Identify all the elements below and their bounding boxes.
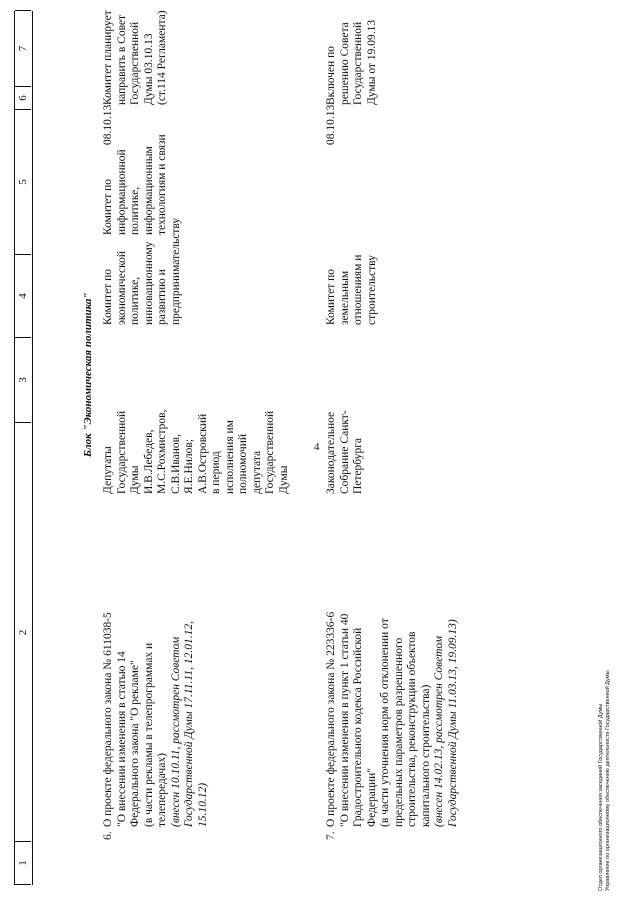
bill-title-line: строительства, реконструкции объектов [406,631,418,827]
bill-title-line: О проекте федерального закона № 611038-5 [102,612,114,827]
status-line: Государственной [352,21,364,105]
block-title: Блок "Экономическая политика" [82,292,94,457]
initiator-line: Собрание Санкт- [338,410,351,494]
initiator-line: Депутаты [102,446,114,494]
row-number: 6. [102,831,114,840]
status-line: решению Совета [338,22,351,105]
co-committee [102,134,170,235]
co-committee-line: политике, [129,186,141,235]
bill-title-line: капитального строительства) [419,684,432,827]
committee-line: земельным [338,270,351,325]
status-note [325,20,379,105]
footer [598,670,612,891]
bill-title [102,612,210,827]
bill-title-line: "О внесении изменения в статью 14 [115,651,128,827]
initiator-line: исполнения им [223,420,236,494]
bill-title-line: Федерации" [365,767,378,827]
committee-line: развитию и [156,269,168,325]
initiators [102,410,291,494]
row-number: 7. [325,831,337,840]
footer-line: Отдел организационного обеспечения заседаний Государственной Думы [598,703,604,891]
co-committee-line: информационной [115,149,128,235]
co-committee-line: Комитет по [102,179,114,235]
review-date: 08.10.13 [102,104,114,145]
bill-title-line: (в части рекламы в телепрограммах и [142,642,155,827]
column-header-2: 2 [15,422,31,842]
committee-line: экономической [115,251,128,325]
initiator-line: И.В.Лебедев, [142,429,155,494]
committee-line: предпринимательству [169,217,182,325]
committee-line: Комитет по [102,269,114,325]
bill-title-line: телепередачах) [156,753,168,827]
bill-note-line: 15.10.12) [196,782,209,827]
committee-line: Комитет по [325,269,337,325]
initiator-line: депутата [250,450,263,494]
page-number: 4 [314,441,320,453]
status-note [102,10,170,105]
committee-line: отношениям и [352,254,364,325]
initiator-line: М.С.Рохмистров, [156,409,168,494]
initiator-line: А.В.Островский [196,413,209,494]
status-line: направить в Совет [115,14,128,105]
status-line: Думы от 19.09.13 [365,19,378,105]
initiator-line: Думы [129,465,141,494]
column-header-3: 3 [15,337,31,422]
status-line: Думы 03.10.13 [142,33,155,105]
column-header-6: 6 [15,86,31,109]
initiator-line: Государственной [264,410,276,494]
bill-note-line: (внесен 14.02.13, рассмотрен Советом [433,635,445,827]
bill-title-line: (в части уточнения норм об отклонении от [379,618,391,827]
co-committee-line: технологиям и связи [156,134,168,235]
column-header-4: 4 [15,254,31,337]
initiator-line: полномочий [237,434,249,494]
bill-note-line: (внесен 10.10.11, рассмотрен Советом [169,636,182,827]
bill-note-line: Государственной Думы 11.03.13, 19.09.13) [446,619,459,827]
bill-title-line: Градостроительного кодекса Российской [352,627,364,827]
column-header-7: 7 [15,10,31,86]
committee-line: строительству [365,255,378,325]
footer-line: Управление по организационному обеспечению деятельности Государственной Думы [605,670,611,891]
bill-title-line: предельных параметров разрешенного [392,637,405,827]
column-header-5: 5 [15,109,31,254]
initiator-line: Законодательное [325,411,337,494]
initiator-line: Петербурга [352,437,364,494]
responsible-committee [325,255,379,325]
co-committee-line: информационным [142,146,155,235]
bill-title-line: "О внесении изменения в пункт 1 статьи 40 [338,613,351,827]
bill-title-line: О проекте федерального закона № 223336-6 [325,611,337,827]
status-line: Включен по [325,46,337,105]
committee-line: политике, [129,276,141,325]
initiator-line: Государственной [115,410,128,494]
initiator-line: Думы [277,465,290,494]
initiators [325,410,366,494]
initiator-line: Я.Е.Нилов; [183,438,195,494]
status-line: Государственной [129,21,141,105]
initiator-line: С.В.Иванов, [169,434,182,494]
column-header-1: 1 [15,841,31,885]
status-line: (ст.114 Регламента) [156,10,168,105]
bill-note-line: Государственной Думы 17.11.11, 12.01.12, [183,621,195,827]
bill-title [325,612,460,827]
status-line: Комитет планирует [102,10,114,105]
initiator-line: в период [210,451,222,494]
bill-title-line: Федерального закона "О рекламе" [129,660,141,827]
committee-line: инновационному [142,241,155,325]
review-date: 08.10.13 [325,104,337,145]
